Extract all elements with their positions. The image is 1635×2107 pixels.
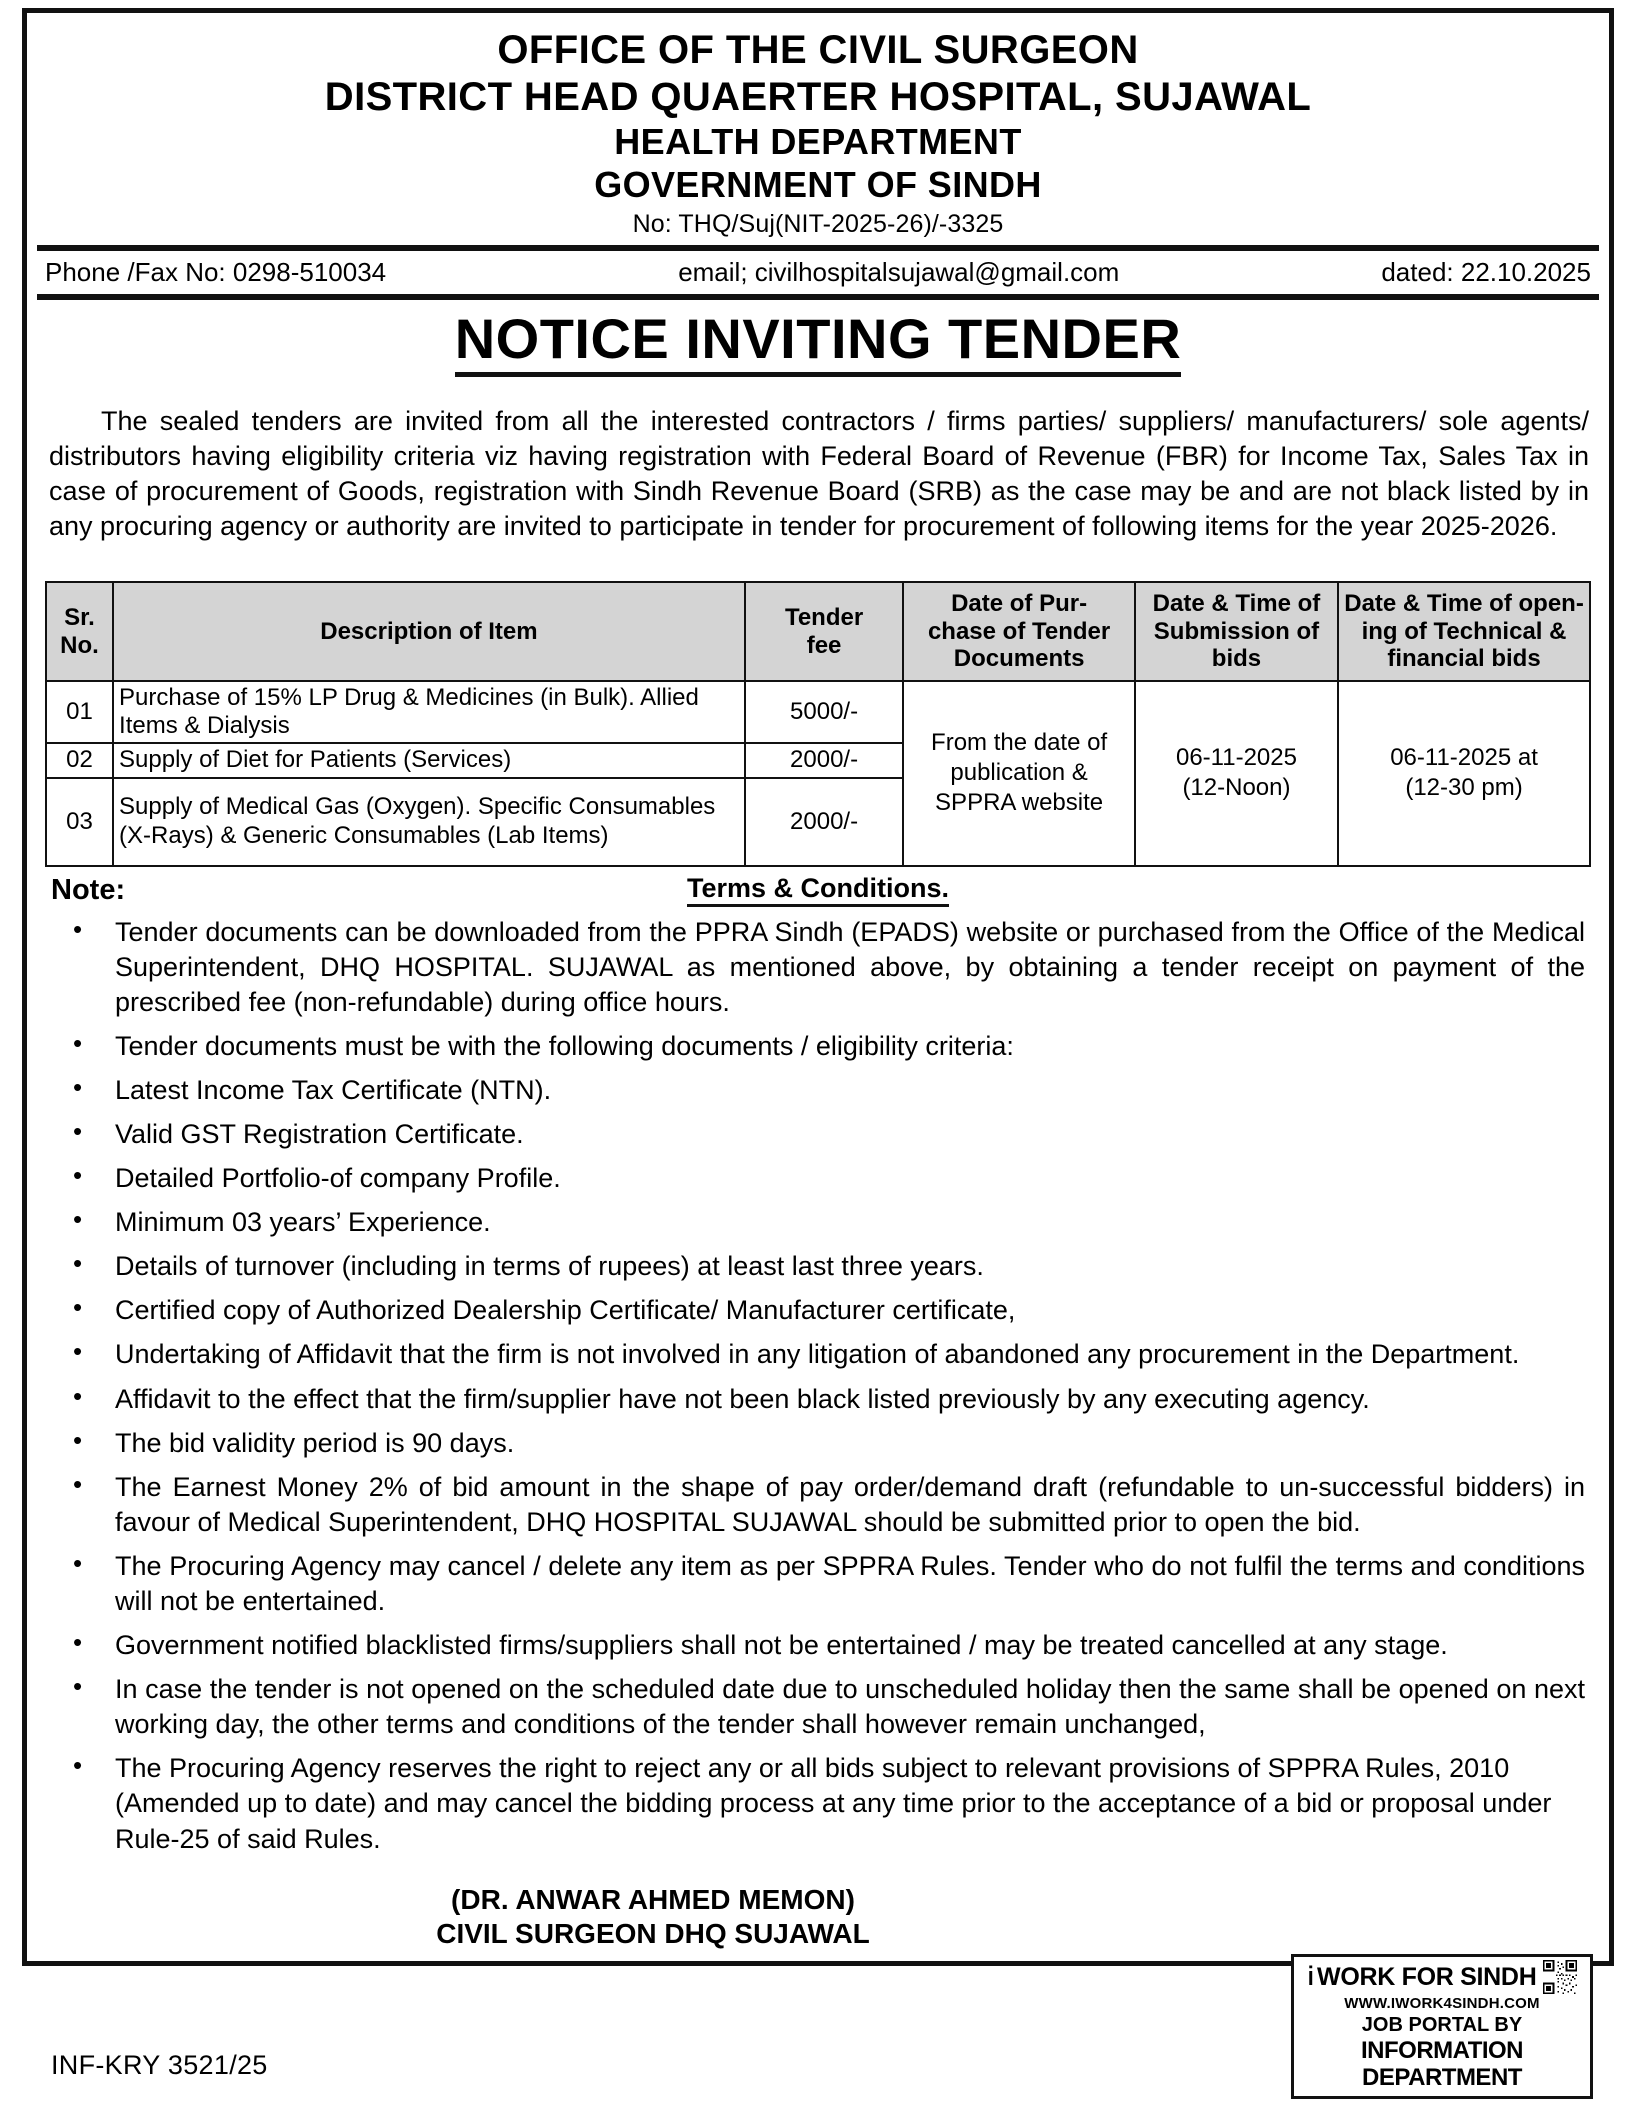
items-table [45,581,1591,866]
th-submission-line1: Date & Time of [1152,590,1321,618]
th-submission-line2: Submission of [1153,617,1320,645]
list-item: • Affidavit to the effect that the firm/supplier have not been black listed previously by any executing agency. [57,1382,1585,1417]
header-line-department: HEALTH DEPARTMENT [614,121,1022,163]
list-item: • The bid validity period is 90 days. [57,1426,1585,1461]
signature-block [27,1883,1609,1951]
inf-reference-code: INF-KRY 3521/25 [51,2049,268,2080]
th-fee-line2: fee [806,631,842,659]
th-purchase-line1: Date of Pur- [951,590,1088,618]
signatory-name: (DR. ANWAR AHMED MEMON) [451,1883,855,1915]
note-label: Note: [51,873,126,906]
qr-code-icon [1543,1960,1577,1994]
th-opening-line3: financial bids [1387,645,1541,673]
page-title-text: NOTICE INVITING TENDER [455,307,1182,377]
logo-job-portal-text: JOB PORTAL BY [1361,2014,1523,2037]
cell-description: Supply of Medical Gas (Oxygen). Specific Consumables (X-Rays) & Generic Consumables (Lab Items) [113,778,745,866]
list-item: • Details of turnover (including in terms of rupees) at least last three years. [57,1249,1585,1284]
header-line-hospital: DISTRICT HEAD QUAERTER HOSPITAL, SUJAWAL [324,75,1312,120]
list-item: • Valid GST Registration Certificate. [57,1117,1585,1152]
submission-date-value: 06-11-2025 [1175,743,1297,771]
list-item: • The Earnest Money 2% of bid amount in the shape of pay order/demand draft (refundable to un-successful bidders) in favour of Medical Superintendent, DHQ HOSPITAL SUJAWAL should be submitted prior to open the bid. [57,1470,1585,1540]
tender-notice-document [22,8,1614,2091]
document-date: dated: 22.10.2025 [1381,257,1591,288]
th-sr-line1: Sr. [64,604,95,632]
table-header-row [46,582,1590,680]
cell-tender-fee: 2000/- [745,778,903,866]
list-item: • Tender documents must be with the following documents / eligibility criteria: [57,1029,1585,1064]
intro-paragraph: The sealed tenders are invited from all the interested contractors / firms parties/ suppliers/ manufacturers/ sole agents/ distributors having eligibility criteria viz having registration with Federal Board of Revenue (FBR) for Income Tax, Sales Tax in case of procurement of Goods, registration with Sindh Revenue Board (SRB) as the case may be and are not black listed by in any procuring agency or authority are invited to participate in tender for procurement of following items for the year 2025-2026. [49,406,1589,542]
list-item: • Minimum 03 years’ Experience. [57,1205,1585,1240]
cell-sr-no: 02 [46,743,113,777]
cell-description: Supply of Diet for Patients (Services) [113,743,745,777]
cell-submission-date [1135,681,1338,866]
list-item: • The Procuring Agency may cancel / delete any item as per SPPRA Rules. Tender who do not fulfil the terms and conditions will not be entertained. [57,1549,1585,1619]
opening-date-value: 06-11-2025 at [1390,743,1538,771]
submission-time-value: (12-Noon) [1182,774,1291,802]
cell-sr-no: 01 [46,681,113,744]
header-line-office: OFFICE OF THE CIVIL SURGEON [497,28,1139,72]
i-mark-icon: i [1307,1961,1314,1992]
cell-sr-no: 03 [46,778,113,866]
cell-description: Purchase of 15% LP Drug & Medicines (in Bulk). Allied Items & Dialysis [113,681,745,744]
header-divider-bottom [37,294,1599,300]
list-item: • Government notified blacklisted firms/suppliers shall not be entertained / may be treated cancelled at any stage. [57,1628,1585,1663]
list-item: • Undertaking of Affidavit that the firm is not involved in any litigation of abandoned any procurement in the Department. [57,1337,1585,1372]
th-opening-line1: Date & Time of open- [1344,590,1584,618]
cell-tender-fee: 2000/- [745,743,903,777]
th-submission-line3: bids [1211,645,1262,673]
th-tender-fee [745,582,903,680]
items-table-body [46,681,1590,866]
items-table-head [46,582,1590,680]
th-opening-line2: ing of Technical & [1361,617,1567,645]
th-opening-date [1338,582,1590,680]
reference-number: No: THQ/Suj(NIT-2025-26)/-3325 [632,210,1004,239]
th-purchase-line3: Documents [953,645,1085,673]
th-description: Description of Item [113,582,745,680]
document-header [27,13,1609,239]
document-footer [27,1961,1609,2107]
email-address: email; civilhospitalsujawal@gmail.com [678,257,1120,288]
cell-opening-date [1338,681,1590,866]
list-item: • Tender documents can be downloaded from the PPRA Sindh (EPADS) website or purchased from the Office of the Medical Superintendent, DHQ HOSPITAL. SUJAWAL as mentioned above, by obtaining a tender receipt on payment of the prescribed fee (non-refundable) during office hours. [57,915,1585,1020]
opening-time-value: (12-30 pm) [1405,774,1523,802]
list-item: • Latest Income Tax Certificate (NTN). [57,1073,1585,1108]
th-purchase-date [903,582,1135,680]
cell-tender-fee: 5000/- [745,681,903,744]
iwork-for-sindh-logo [1291,1954,1593,2099]
page-title [27,307,1609,371]
contact-row [27,251,1609,292]
th-fee-line1: Tender [784,604,864,632]
list-item: • In case the tender is not opened on the scheduled date due to unscheduled holiday then the same shall be opened on next working day, the other terms and conditions of the tender shall however remain unchanged, [57,1672,1585,1742]
logo-department-text: INFORMATION DEPARTMENT [1360,2037,1524,2091]
signatory-designation: CIVIL SURGEON DHQ SUJAWAL [436,1917,870,1949]
list-item: • The Procuring Agency reserves the right to reject any or all bids subject to relevant provisions of SPPRA Rules, 2010 (Amended up to date) and may cancel the bidding process at any time prior to the acceptance of a bid or proposal under Rule-25 of said Rules. [57,1751,1585,1856]
logo-top-row [1298,1960,1586,1994]
header-line-government: GOVERNMENT OF SINDH [594,163,1042,205]
terms-list [27,915,1609,1857]
th-purchase-line2: chase of Tender [927,617,1111,645]
th-sr-line2: No. [60,631,99,659]
th-submission-date [1135,582,1338,680]
list-item: • Certified copy of Authorized Dealership Certificate/ Manufacturer certificate, [57,1293,1585,1328]
table-row [46,681,1590,744]
items-table-wrapper [27,571,1609,866]
list-item: • Detailed Portfolio-of company Profile. [57,1161,1585,1196]
cell-purchase-date: From the date of publication & SPPRA website [903,681,1135,866]
terms-heading-text: Terms & Conditions. [687,873,949,907]
logo-url-text: WWW.IWORK4SINDH.COM [1344,1994,1540,2012]
th-sr-no [46,582,113,680]
phone-fax: Phone /Fax No: 0298-510034 [45,257,387,288]
logo-main-text: WORK FOR SINDH [1317,1962,1537,1991]
